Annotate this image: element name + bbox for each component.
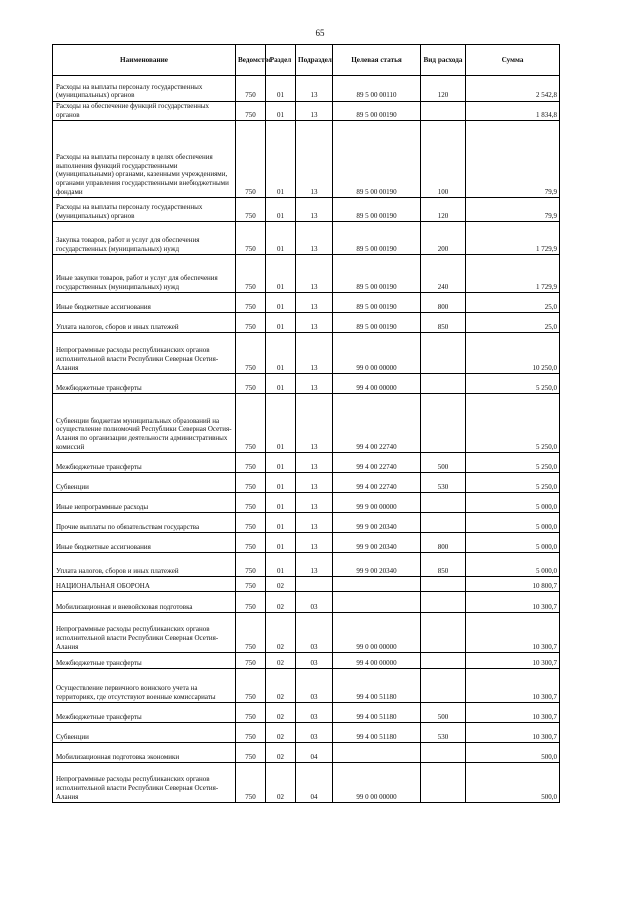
header-razdel: Раздел <box>266 45 296 76</box>
table-row <box>53 533 560 553</box>
cell-razdel: 01 <box>266 453 296 473</box>
cell-vid <box>421 577 466 592</box>
table-row <box>53 76 560 102</box>
cell-podrazdel: 13 <box>296 121 333 198</box>
cell-name: Иные бюджетные ассигнования <box>53 533 236 553</box>
cell-vid: 120 <box>421 76 466 102</box>
cell-summa: 5 250,0 <box>466 453 560 473</box>
cell-vedomstvo: 750 <box>236 533 266 553</box>
cell-podrazdel: 13 <box>296 333 333 374</box>
header-vedomstvo: Ведомство <box>236 45 266 76</box>
cell-summa: 5 250,0 <box>466 374 560 394</box>
cell-summa: 79,9 <box>466 121 560 198</box>
cell-name: Межбюджетные трансферты <box>53 453 236 473</box>
cell-podrazdel: 13 <box>296 102 333 121</box>
table-row <box>53 333 560 374</box>
cell-vedomstvo: 750 <box>236 653 266 669</box>
cell-vedomstvo: 750 <box>236 374 266 394</box>
cell-statya: 89 5 00 00190 <box>333 293 421 313</box>
cell-podrazdel: 13 <box>296 394 333 453</box>
cell-razdel: 02 <box>266 653 296 669</box>
cell-summa: 25,0 <box>466 313 560 333</box>
cell-vid: 800 <box>421 293 466 313</box>
cell-summa: 1 834,8 <box>466 102 560 121</box>
table-body <box>53 76 560 803</box>
cell-podrazdel: 13 <box>296 453 333 473</box>
cell-summa: 5 250,0 <box>466 473 560 493</box>
cell-vedomstvo: 750 <box>236 255 266 293</box>
cell-name: Субвенции <box>53 473 236 493</box>
cell-summa: 10 300,7 <box>466 653 560 669</box>
cell-statya: 89 5 00 00190 <box>333 222 421 255</box>
cell-vid: 100 <box>421 121 466 198</box>
cell-name: Межбюджетные трансферты <box>53 374 236 394</box>
table-row <box>53 255 560 293</box>
table-row <box>53 553 560 577</box>
cell-vedomstvo: 750 <box>236 121 266 198</box>
cell-summa: 5 000,0 <box>466 493 560 513</box>
cell-vedomstvo: 750 <box>236 453 266 473</box>
cell-razdel: 01 <box>266 533 296 553</box>
table-row <box>53 473 560 493</box>
cell-summa: 79,9 <box>466 198 560 222</box>
cell-statya: 99 4 00 51180 <box>333 723 421 743</box>
cell-vedomstvo: 750 <box>236 102 266 121</box>
cell-statya: 99 9 00 20340 <box>333 553 421 577</box>
header-podrazdel: Подраздел <box>296 45 333 76</box>
cell-statya: 99 4 00 22740 <box>333 394 421 453</box>
cell-statya: 89 5 00 00190 <box>333 121 421 198</box>
cell-razdel: 02 <box>266 703 296 723</box>
cell-podrazdel: 13 <box>296 533 333 553</box>
cell-statya: 99 4 00 00000 <box>333 374 421 394</box>
table-row <box>53 669 560 703</box>
cell-vid: 800 <box>421 533 466 553</box>
cell-razdel: 01 <box>266 102 296 121</box>
cell-podrazdel: 03 <box>296 723 333 743</box>
table-row <box>53 513 560 533</box>
cell-summa: 10 300,7 <box>466 703 560 723</box>
cell-razdel: 01 <box>266 394 296 453</box>
cell-razdel: 01 <box>266 313 296 333</box>
cell-summa: 10 250,0 <box>466 333 560 374</box>
cell-name: Мобилизационная подготовка экономики <box>53 743 236 763</box>
cell-vedomstvo: 750 <box>236 669 266 703</box>
cell-vid <box>421 592 466 613</box>
cell-statya: 89 5 00 00190 <box>333 102 421 121</box>
budget-table <box>52 44 560 803</box>
cell-name: Уплата налогов, сборов и иных платежей <box>53 553 236 577</box>
cell-vid <box>421 653 466 669</box>
cell-razdel: 02 <box>266 592 296 613</box>
cell-razdel: 01 <box>266 255 296 293</box>
cell-summa: 500,0 <box>466 743 560 763</box>
cell-vid: 530 <box>421 473 466 493</box>
cell-statya: 99 0 00 00000 <box>333 333 421 374</box>
cell-razdel: 01 <box>266 121 296 198</box>
table-row <box>53 592 560 613</box>
cell-name: Межбюджетные трансферты <box>53 653 236 669</box>
cell-razdel: 01 <box>266 513 296 533</box>
cell-statya <box>333 743 421 763</box>
cell-vid: 200 <box>421 222 466 255</box>
cell-name: Иные закупки товаров, работ и услуг для обеспечения государственных (муниципальных) нужд <box>53 255 236 293</box>
cell-statya <box>333 577 421 592</box>
cell-vedomstvo: 750 <box>236 394 266 453</box>
cell-name: Расходы на выплаты персоналу в целях обеспечения выполнения функций государственными (муниципальными) органами, казенными учреждениями, органами управления государственными внебюджетными фондами <box>53 121 236 198</box>
table-row <box>53 394 560 453</box>
cell-statya: 99 4 00 22740 <box>333 453 421 473</box>
cell-vedomstvo: 750 <box>236 513 266 533</box>
cell-vedomstvo: 750 <box>236 553 266 577</box>
cell-vedomstvo: 750 <box>236 577 266 592</box>
cell-statya: 99 9 00 20340 <box>333 513 421 533</box>
table-row <box>53 653 560 669</box>
cell-name: Расходы на выплаты персоналу государственных (муниципальных) органов <box>53 76 236 102</box>
cell-podrazdel: 13 <box>296 374 333 394</box>
cell-summa: 5 000,0 <box>466 513 560 533</box>
cell-vedomstvo: 750 <box>236 613 266 653</box>
cell-name: Прочие выплаты по обязательствам государства <box>53 513 236 533</box>
cell-name: Непрограммные расходы республиканских органов исполнительной власти Республики Северная Осетия-Алания <box>53 763 236 803</box>
cell-podrazdel <box>296 577 333 592</box>
cell-statya: 99 4 00 22740 <box>333 473 421 493</box>
cell-name: Непрограммные расходы республиканских органов исполнительной власти Республики Северная Осетия-Алания <box>53 613 236 653</box>
table-row <box>53 493 560 513</box>
table-row <box>53 613 560 653</box>
cell-name: Межбюджетные трансферты <box>53 703 236 723</box>
cell-podrazdel: 13 <box>296 553 333 577</box>
cell-podrazdel: 13 <box>296 473 333 493</box>
cell-statya: 89 5 00 00190 <box>333 313 421 333</box>
cell-razdel: 01 <box>266 293 296 313</box>
cell-statya: 99 0 00 00000 <box>333 613 421 653</box>
cell-podrazdel: 13 <box>296 255 333 293</box>
cell-razdel: 01 <box>266 333 296 374</box>
cell-vedomstvo: 750 <box>236 493 266 513</box>
table-row <box>53 374 560 394</box>
table-row <box>53 577 560 592</box>
cell-podrazdel: 03 <box>296 653 333 669</box>
table-row <box>53 102 560 121</box>
cell-vid: 240 <box>421 255 466 293</box>
cell-summa: 10 300,7 <box>466 592 560 613</box>
cell-summa: 10 300,7 <box>466 613 560 653</box>
cell-vedomstvo: 750 <box>236 333 266 374</box>
cell-razdel: 02 <box>266 743 296 763</box>
cell-statya: 89 5 00 00110 <box>333 76 421 102</box>
cell-razdel: 01 <box>266 473 296 493</box>
cell-razdel: 02 <box>266 723 296 743</box>
cell-vid <box>421 613 466 653</box>
table-row <box>53 313 560 333</box>
table-row <box>53 743 560 763</box>
cell-name: Мобилизационная и вневойсковая подготовка <box>53 592 236 613</box>
cell-name: Осуществление первичного воинского учета на территориях, где отсутствуют военные комиссариаты <box>53 669 236 703</box>
cell-vid: 850 <box>421 313 466 333</box>
cell-name: НАЦИОНАЛЬНАЯ ОБОРОНА <box>53 577 236 592</box>
cell-podrazdel: 13 <box>296 76 333 102</box>
cell-summa: 1 729,9 <box>466 222 560 255</box>
table-row <box>53 703 560 723</box>
table-row <box>53 723 560 743</box>
cell-summa: 10 300,7 <box>466 669 560 703</box>
cell-vid <box>421 493 466 513</box>
table-row <box>53 121 560 198</box>
cell-statya: 99 4 00 51180 <box>333 703 421 723</box>
cell-summa: 500,0 <box>466 763 560 803</box>
cell-podrazdel: 03 <box>296 669 333 703</box>
cell-name: Иные непрограммные расходы <box>53 493 236 513</box>
cell-podrazdel: 03 <box>296 592 333 613</box>
cell-statya: 89 5 00 00190 <box>333 198 421 222</box>
cell-podrazdel: 03 <box>296 613 333 653</box>
cell-name: Непрограммные расходы республиканских органов исполнительной власти Республики Северная Осетия-Алания <box>53 333 236 374</box>
cell-statya: 89 5 00 00190 <box>333 255 421 293</box>
cell-summa: 5 000,0 <box>466 553 560 577</box>
cell-vedomstvo: 750 <box>236 743 266 763</box>
cell-vid: 500 <box>421 703 466 723</box>
cell-name: Уплата налогов, сборов и иных платежей <box>53 313 236 333</box>
cell-podrazdel: 13 <box>296 293 333 313</box>
table-row <box>53 293 560 313</box>
cell-summa: 2 542,8 <box>466 76 560 102</box>
cell-razdel: 01 <box>266 374 296 394</box>
cell-name: Расходы на обеспечение функций государственных органов <box>53 102 236 121</box>
table-header-row <box>53 45 560 76</box>
cell-vedomstvo: 750 <box>236 198 266 222</box>
header-vid: Вид расхода <box>421 45 466 76</box>
cell-statya: 99 9 00 20340 <box>333 533 421 553</box>
header-statya: Целевая статья <box>333 45 421 76</box>
cell-razdel: 01 <box>266 198 296 222</box>
cell-podrazdel: 13 <box>296 198 333 222</box>
cell-vedomstvo: 750 <box>236 592 266 613</box>
cell-statya: 99 9 00 00000 <box>333 493 421 513</box>
cell-vedomstvo: 750 <box>236 473 266 493</box>
table-row <box>53 763 560 803</box>
cell-razdel: 01 <box>266 76 296 102</box>
cell-vid <box>421 669 466 703</box>
cell-razdel: 01 <box>266 553 296 577</box>
cell-vid <box>421 374 466 394</box>
cell-vid: 120 <box>421 198 466 222</box>
cell-razdel: 01 <box>266 222 296 255</box>
cell-vid <box>421 102 466 121</box>
header-summa: Сумма <box>466 45 560 76</box>
cell-razdel: 02 <box>266 669 296 703</box>
table-row <box>53 222 560 255</box>
cell-summa: 10 300,7 <box>466 723 560 743</box>
page-number: 65 <box>315 28 325 38</box>
cell-vedomstvo: 750 <box>236 76 266 102</box>
cell-summa: 5 250,0 <box>466 394 560 453</box>
cell-vid <box>421 513 466 533</box>
cell-razdel: 02 <box>266 763 296 803</box>
cell-name: Закупка товаров, работ и услуг для обеспечения государственных (муниципальных) нужд <box>53 222 236 255</box>
cell-podrazdel: 03 <box>296 703 333 723</box>
cell-vid <box>421 394 466 453</box>
cell-vedomstvo: 750 <box>236 222 266 255</box>
cell-summa: 1 729,9 <box>466 255 560 293</box>
cell-razdel: 02 <box>266 577 296 592</box>
cell-podrazdel: 13 <box>296 513 333 533</box>
cell-vedomstvo: 750 <box>236 723 266 743</box>
cell-name: Субвенции бюджетам муниципальных образований на осуществление полномочий Республики Северная Осетия-Алания по организации деятельности административных комиссий <box>53 394 236 453</box>
cell-statya: 99 4 00 00000 <box>333 653 421 669</box>
cell-name: Иные бюджетные ассигнования <box>53 293 236 313</box>
cell-razdel: 02 <box>266 613 296 653</box>
cell-podrazdel: 13 <box>296 313 333 333</box>
cell-vid <box>421 743 466 763</box>
header-name: Наименование <box>53 45 236 76</box>
table-row <box>53 198 560 222</box>
cell-summa: 25,0 <box>466 293 560 313</box>
cell-vid: 850 <box>421 553 466 577</box>
cell-podrazdel: 04 <box>296 763 333 803</box>
cell-razdel: 01 <box>266 493 296 513</box>
cell-vedomstvo: 750 <box>236 763 266 803</box>
cell-statya: 99 4 00 51180 <box>333 669 421 703</box>
cell-vid: 530 <box>421 723 466 743</box>
cell-summa: 10 800,7 <box>466 577 560 592</box>
cell-podrazdel: 13 <box>296 493 333 513</box>
cell-name: Субвенции <box>53 723 236 743</box>
cell-vedomstvo: 750 <box>236 293 266 313</box>
cell-vid: 500 <box>421 453 466 473</box>
cell-statya: 99 0 00 00000 <box>333 763 421 803</box>
cell-podrazdel: 13 <box>296 222 333 255</box>
cell-statya <box>333 592 421 613</box>
cell-vid <box>421 763 466 803</box>
cell-vid <box>421 333 466 374</box>
cell-vedomstvo: 750 <box>236 703 266 723</box>
cell-vedomstvo: 750 <box>236 313 266 333</box>
cell-name: Расходы на выплаты персоналу государственных (муниципальных) органов <box>53 198 236 222</box>
cell-summa: 5 000,0 <box>466 533 560 553</box>
cell-podrazdel: 04 <box>296 743 333 763</box>
table-row <box>53 453 560 473</box>
